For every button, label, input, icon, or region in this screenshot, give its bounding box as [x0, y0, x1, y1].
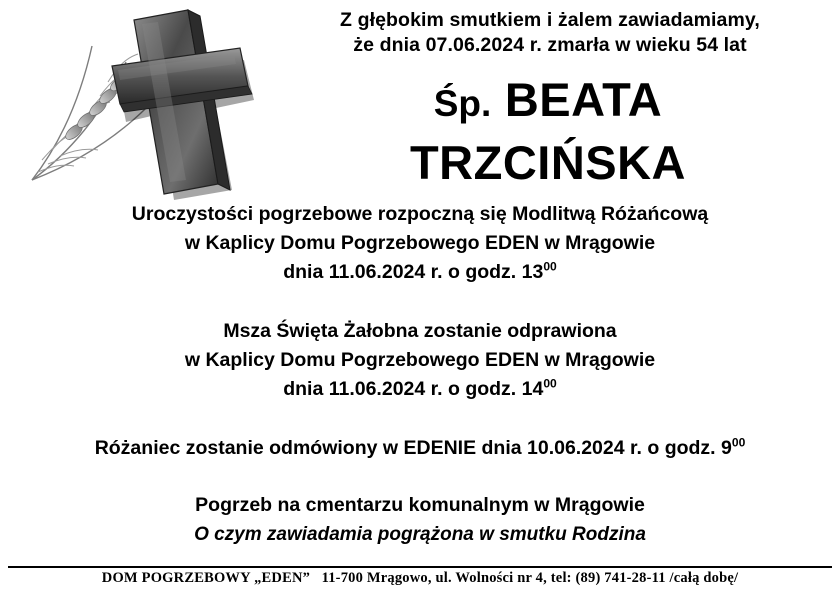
notice-body	[0, 200, 840, 549]
rosary-prayer-time: dnia 11.06.2024 r. o godz. 13	[283, 261, 544, 283]
holy-mass-line-3	[0, 375, 840, 404]
rosary-announcement-line	[0, 434, 840, 463]
header-line-2: że dnia 07.06.2024 r. zmarła w wieku 54 lat	[353, 34, 747, 56]
rosary-prayer-line-1: Uroczystości pogrzebowe rozpoczną się Modlitwą Różańcową	[131, 203, 709, 225]
notice-header	[270, 8, 830, 58]
deceased-name	[270, 70, 826, 192]
deceased-first-name: BEATA	[504, 73, 663, 126]
rosary-announcement	[0, 434, 840, 463]
holy-mass-line-2: w Kaplicy Domu Pogrzebowego EDEN w Mrągowie	[184, 349, 656, 371]
header-line-1: Z głębokim smutkiem i żalem zawiadamiamy,	[340, 9, 760, 31]
burial-info	[0, 491, 840, 549]
ceremony-holy-mass	[0, 317, 840, 404]
deceased-name-line-1	[270, 70, 826, 133]
burial-line: Pogrzeb na cmentarzu komunalnym w Mrągowie	[195, 494, 645, 516]
deceased-last-name: TRZCIŃSKA	[409, 136, 687, 189]
holy-mass-time: dnia 11.06.2024 r. o godz. 14	[283, 378, 544, 400]
ceremony-rosary-prayer	[0, 200, 840, 287]
footer	[0, 570, 840, 587]
footer-details: 11-700 Mrągowo, ul. Wolności nr 4, tel: (89) 741-28-11 /całą dobę/	[321, 570, 739, 586]
rosary-prayer-line-2: w Kaplicy Domu Pogrzebowego EDEN w Mrągowie	[184, 232, 656, 254]
holy-mass-time-minutes: 00	[543, 376, 557, 391]
footer-divider	[8, 566, 832, 568]
rosary-prayer-line-3	[0, 258, 840, 287]
rosary-announcement-minutes: 00	[731, 435, 746, 450]
rosary-announcement-text: Różaniec zostanie odmówiony w EDENIE dnia 10.06.2024 r. o godz. 9	[94, 437, 732, 459]
holy-mass-line-1: Msza Święta Żałobna zostanie odprawiona	[223, 320, 617, 342]
rosary-prayer-time-minutes: 00	[543, 259, 557, 274]
deceased-prefix: Śp.	[433, 83, 492, 124]
cross-with-palm-branch-icon	[8, 4, 278, 200]
family-note: O czym zawiadamia pogrążona w smutku Rodzina	[194, 524, 646, 545]
footer-company: DOM POGRZEBOWY „EDEN”	[101, 570, 311, 586]
